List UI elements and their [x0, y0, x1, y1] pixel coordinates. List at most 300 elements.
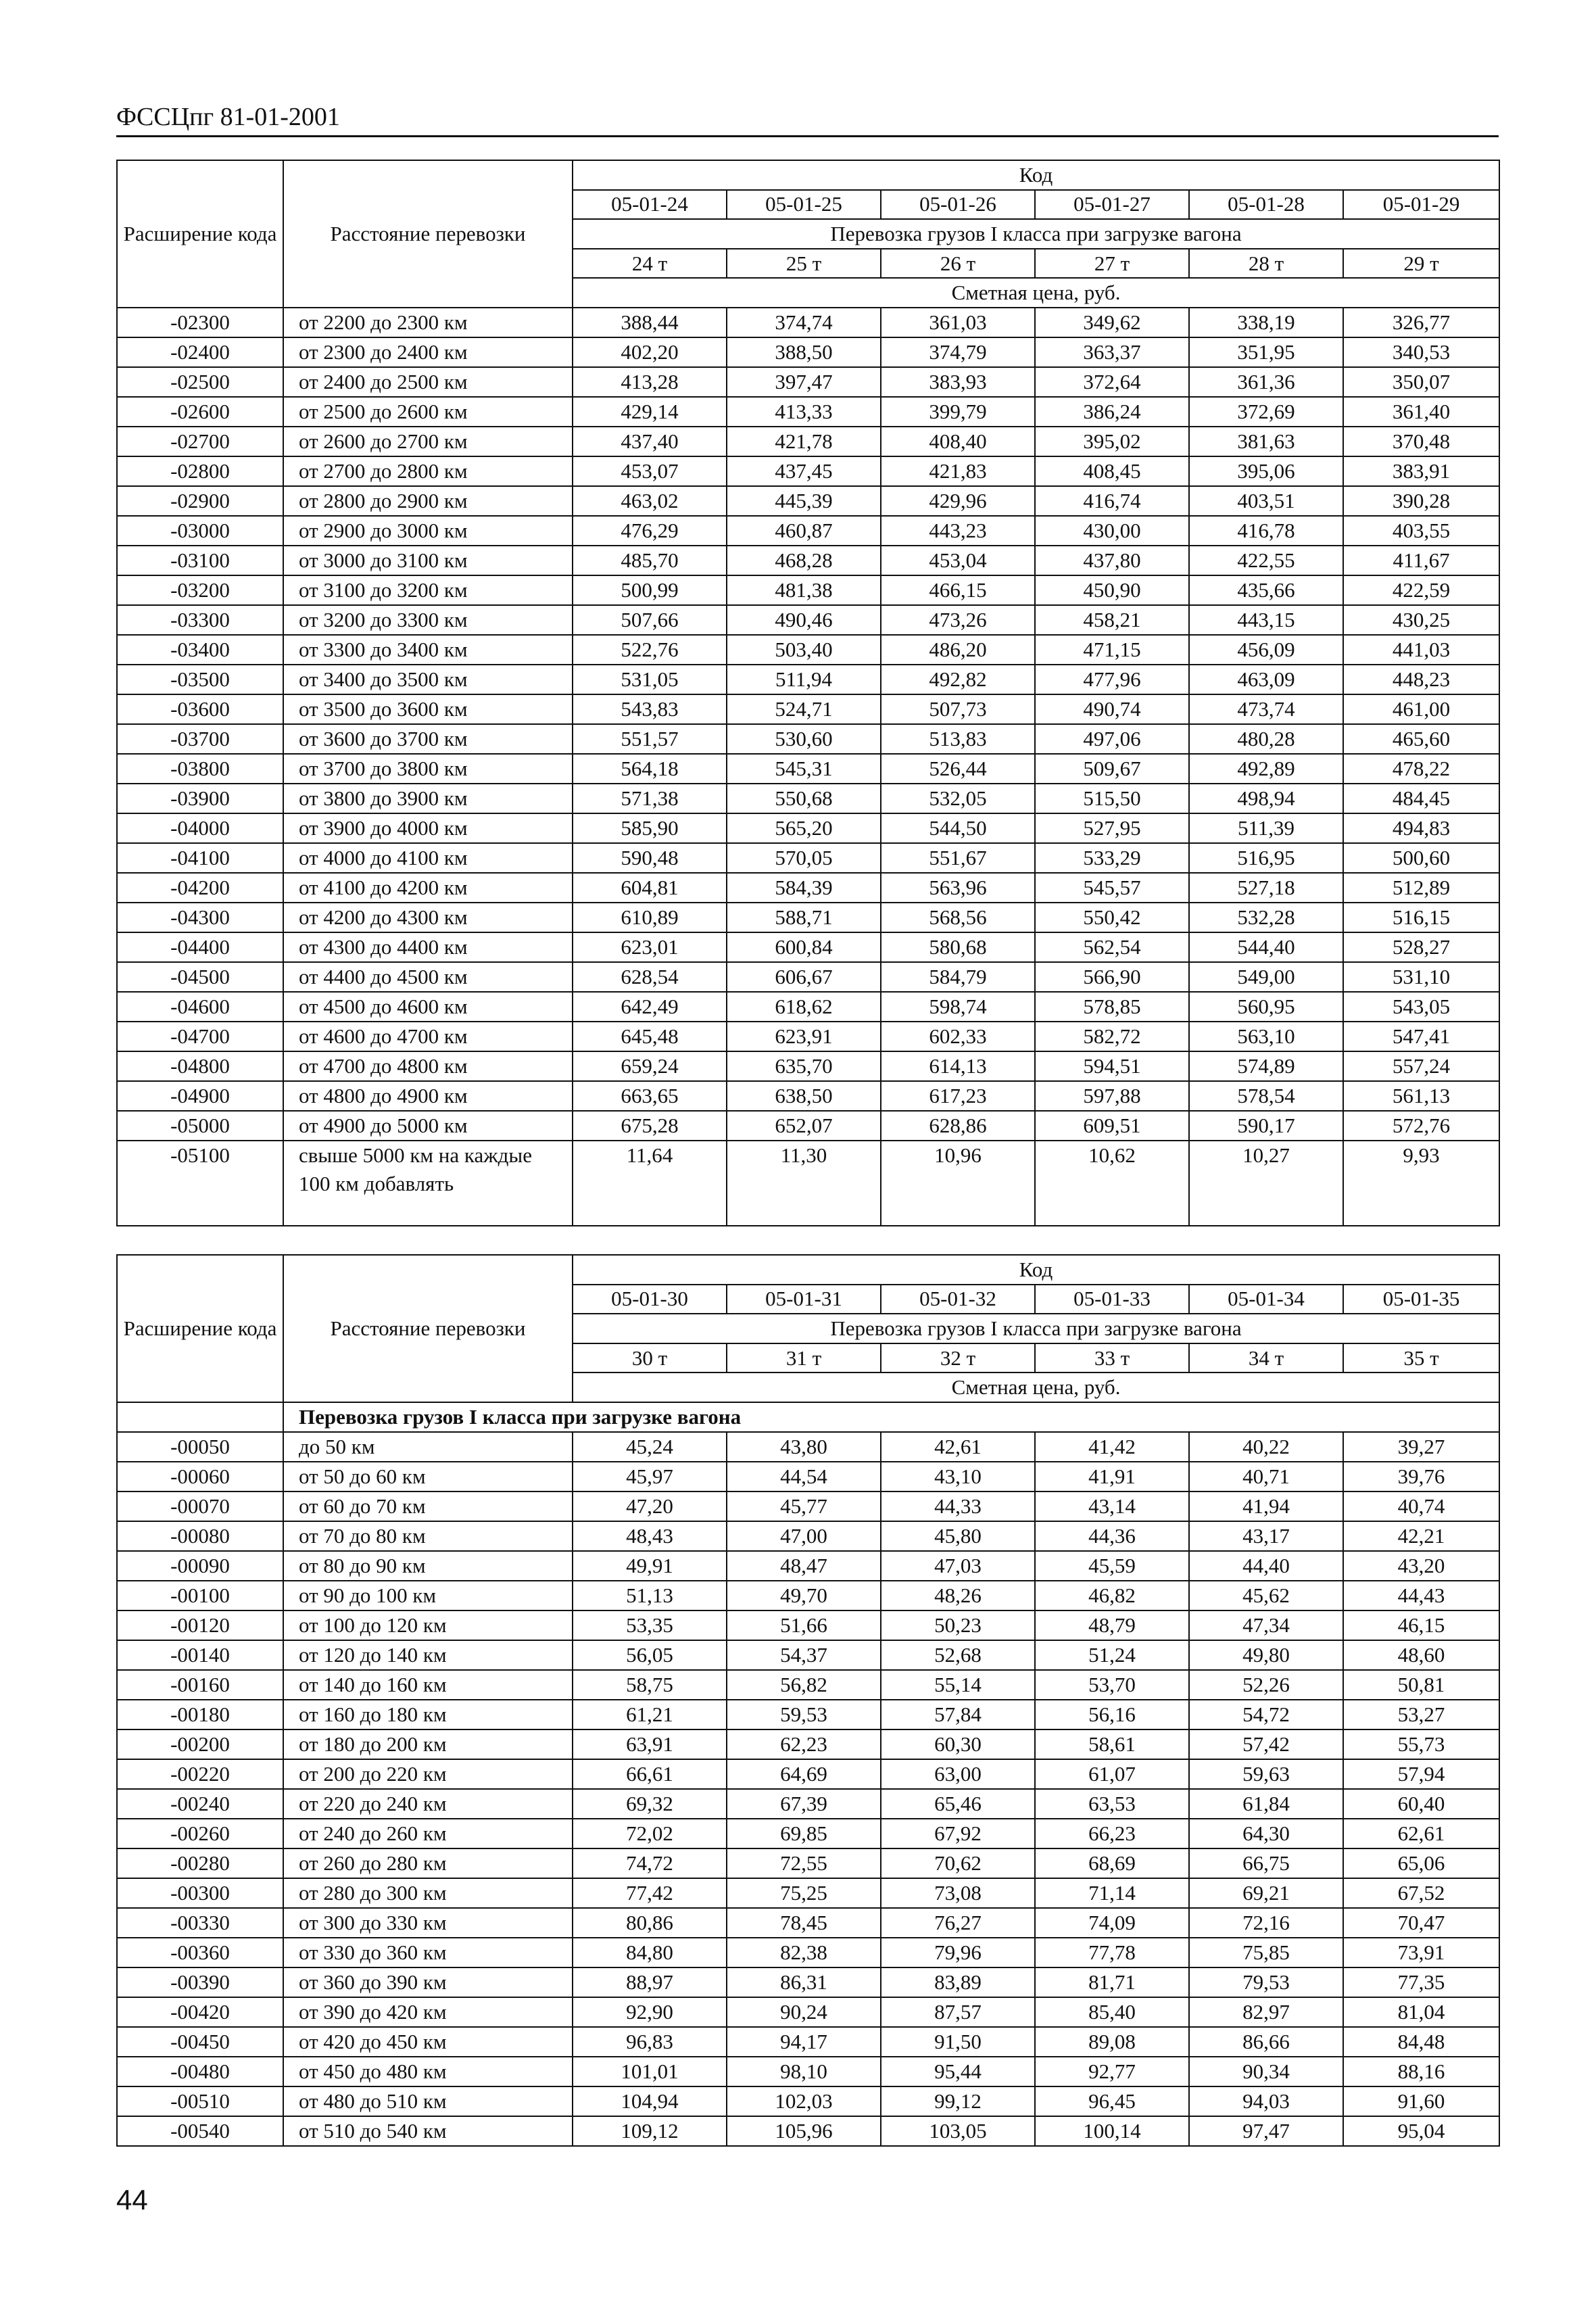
price-cell: 477,96: [1035, 665, 1189, 694]
price-cell: 49,70: [727, 1581, 881, 1610]
price-cell: 57,94: [1343, 1759, 1499, 1789]
price-cell: 47,00: [727, 1521, 881, 1551]
price-cell: 638,50: [727, 1081, 881, 1111]
price-cell: 574,89: [1189, 1051, 1343, 1081]
group-header-transport: Перевозка грузов I класса при загрузке вагона: [573, 219, 1499, 249]
price-cell: 476,29: [573, 516, 727, 546]
distance-cell: от 2200 до 2300 км: [283, 308, 573, 337]
price-cell: 51,24: [1035, 1640, 1189, 1670]
price-cell: 95,04: [1343, 2116, 1499, 2146]
load-header: 35 т: [1343, 1343, 1499, 1373]
price-cell: 395,02: [1035, 427, 1189, 456]
price-cell: 524,71: [727, 694, 881, 724]
distance-cell: от 4800 до 4900 км: [283, 1081, 573, 1111]
price-cell: 78,45: [727, 1908, 881, 1938]
price-cell: 460,87: [727, 516, 881, 546]
price-cell: 516,95: [1189, 843, 1343, 873]
table-row: [117, 1819, 1499, 1848]
price-cell: 590,17: [1189, 1111, 1343, 1141]
price-cell: 60,40: [1343, 1789, 1499, 1819]
price-cell: 92,90: [573, 1997, 727, 2027]
price-cell: 578,85: [1035, 992, 1189, 1022]
column-header-code-extension: Расширение кода: [117, 1255, 283, 1402]
price-cell: 568,56: [881, 903, 1035, 932]
table-row: [117, 605, 1499, 635]
price-cell: 473,74: [1189, 694, 1343, 724]
price-cell: 663,65: [573, 1081, 727, 1111]
price-cell: 628,54: [573, 962, 727, 992]
price-cell: 81,04: [1343, 1997, 1499, 2027]
price-cell: 61,07: [1035, 1759, 1189, 1789]
price-cell: 60,30: [881, 1729, 1035, 1759]
load-header: 25 т: [727, 249, 881, 279]
price-cell: 602,33: [881, 1022, 1035, 1051]
price-cell: 96,83: [573, 2027, 727, 2057]
table-row: [117, 1908, 1499, 1938]
price-cell: 104,94: [573, 2086, 727, 2116]
price-cell: 66,75: [1189, 1848, 1343, 1878]
price-cell: 453,07: [573, 456, 727, 486]
page-number: 44: [116, 2184, 148, 2216]
price-cell: 98,10: [727, 2057, 881, 2086]
price-cell: 58,61: [1035, 1729, 1189, 1759]
price-cell: 45,24: [573, 1432, 727, 1462]
price-cell: 73,91: [1343, 1938, 1499, 1967]
price-cell: 44,33: [881, 1491, 1035, 1521]
price-cell: 66,61: [573, 1759, 727, 1789]
price-cell: 458,21: [1035, 605, 1189, 635]
code-header: 05-01-35: [1343, 1285, 1499, 1314]
price-cell: 453,04: [881, 546, 1035, 575]
price-cell: 48,60: [1343, 1640, 1499, 1670]
price-cell: 481,38: [727, 575, 881, 605]
row-code-cell: -03800: [117, 754, 283, 784]
price-cell: 105,96: [727, 2116, 881, 2146]
distance-cell: от 260 до 280 км: [283, 1848, 573, 1878]
table-body: [117, 308, 1499, 1226]
row-code-cell: -02600: [117, 397, 283, 427]
price-cell: 512,89: [1343, 873, 1499, 903]
table-row: [117, 1551, 1499, 1581]
price-cell: 48,47: [727, 1551, 881, 1581]
row-code-cell: -04000: [117, 813, 283, 843]
price-cell: 386,24: [1035, 397, 1189, 427]
price-cell: 71,14: [1035, 1878, 1189, 1908]
distance-cell: от 120 до 140 км: [283, 1640, 573, 1670]
distance-cell: от 300 до 330 км: [283, 1908, 573, 1938]
row-code-cell: -00300: [117, 1878, 283, 1908]
row-code-cell: -00360: [117, 1938, 283, 1967]
distance-cell: от 90 до 100 км: [283, 1581, 573, 1610]
price-cell: 363,37: [1035, 337, 1189, 367]
table-row: [117, 694, 1499, 724]
price-cell: 58,75: [573, 1670, 727, 1700]
distance-cell: от 180 до 200 км: [283, 1729, 573, 1759]
price-cell: 445,39: [727, 486, 881, 516]
price-cell: 41,91: [1035, 1462, 1189, 1491]
price-cell: 388,44: [573, 308, 727, 337]
table-header: [117, 1255, 1499, 1402]
price-cell: 547,41: [1343, 1022, 1499, 1051]
price-cell: 79,96: [881, 1938, 1035, 1967]
price-cell: 42,61: [881, 1432, 1035, 1462]
row-code-cell: -00100: [117, 1581, 283, 1610]
row-code-cell: -04900: [117, 1081, 283, 1111]
price-cell: 590,48: [573, 843, 727, 873]
load-header: 29 т: [1343, 249, 1499, 279]
price-cell: 361,36: [1189, 367, 1343, 397]
price-cell: 528,27: [1343, 932, 1499, 962]
price-cell: 531,05: [573, 665, 727, 694]
distance-cell: от 240 до 260 км: [283, 1819, 573, 1848]
price-cell: 600,84: [727, 932, 881, 962]
table-row: [117, 1670, 1499, 1700]
price-cell: 429,14: [573, 397, 727, 427]
table-row: [117, 962, 1499, 992]
price-cell: 594,51: [1035, 1051, 1189, 1081]
price-cell: 361,03: [881, 308, 1035, 337]
price-cell: 507,66: [573, 605, 727, 635]
table-row: [117, 784, 1499, 813]
price-cell: 84,48: [1343, 2027, 1499, 2057]
price-cell: 46,82: [1035, 1581, 1189, 1610]
group-header-transport: Перевозка грузов I класса при загрузке вагона: [573, 1314, 1499, 1343]
load-header: 31 т: [727, 1343, 881, 1373]
price-cell: 54,37: [727, 1640, 881, 1670]
price-cell: 397,47: [727, 367, 881, 397]
price-cell: 422,55: [1189, 546, 1343, 575]
distance-cell: от 140 до 160 км: [283, 1670, 573, 1700]
price-cell: 513,83: [881, 724, 1035, 754]
price-cell: 90,24: [727, 1997, 881, 2027]
price-cell: 40,22: [1189, 1432, 1343, 1462]
price-cell: 372,64: [1035, 367, 1189, 397]
price-cell: 515,50: [1035, 784, 1189, 813]
price-cell: 52,68: [881, 1640, 1035, 1670]
load-header: 27 т: [1035, 249, 1189, 279]
table-row: [117, 1111, 1499, 1141]
section-cell-empty: [117, 1402, 283, 1432]
distance-cell: от 100 до 120 км: [283, 1610, 573, 1640]
price-cell: 609,51: [1035, 1111, 1189, 1141]
distance-cell: от 220 до 240 км: [283, 1789, 573, 1819]
table-row: [117, 1581, 1499, 1610]
load-header: 33 т: [1035, 1343, 1189, 1373]
distance-cell: до 50 км: [283, 1432, 573, 1462]
row-code-cell: -04800: [117, 1051, 283, 1081]
row-code-cell: -02500: [117, 367, 283, 397]
row-code-cell: -04100: [117, 843, 283, 873]
price-cell: 85,40: [1035, 1997, 1189, 2027]
price-cell: 623,01: [573, 932, 727, 962]
price-cell: 597,88: [1035, 1081, 1189, 1111]
row-code-cell: -00070: [117, 1491, 283, 1521]
table-row: [117, 635, 1499, 665]
distance-cell: от 160 до 180 км: [283, 1700, 573, 1729]
row-code-cell: -03600: [117, 694, 283, 724]
row-code-cell: -00180: [117, 1700, 283, 1729]
price-cell: 484,45: [1343, 784, 1499, 813]
table-row: [117, 1141, 1499, 1226]
row-code-cell: -03300: [117, 605, 283, 635]
row-code-cell: -04300: [117, 903, 283, 932]
price-cell: 53,27: [1343, 1700, 1499, 1729]
price-cell: 598,74: [881, 992, 1035, 1022]
price-cell: 80,86: [573, 1908, 727, 1938]
price-cell: 490,46: [727, 605, 881, 635]
table-row: [117, 813, 1499, 843]
price-cell: 45,80: [881, 1521, 1035, 1551]
row-code-cell: -03500: [117, 665, 283, 694]
price-cell: 361,40: [1343, 397, 1499, 427]
price-cell: 77,35: [1343, 1967, 1499, 1997]
price-cell: 486,20: [881, 635, 1035, 665]
price-cell: 543,83: [573, 694, 727, 724]
row-code-cell: -00510: [117, 2086, 283, 2116]
price-cell: 623,91: [727, 1022, 881, 1051]
table-row: [117, 1729, 1499, 1759]
row-code-cell: -00540: [117, 2116, 283, 2146]
row-code-cell: -00280: [117, 1848, 283, 1878]
code-header: 05-01-27: [1035, 190, 1189, 220]
price-cell: 9,93: [1343, 1141, 1499, 1226]
price-cell: 102,03: [727, 2086, 881, 2116]
price-cell: 544,40: [1189, 932, 1343, 962]
price-cell: 62,23: [727, 1729, 881, 1759]
row-code-cell: -03100: [117, 546, 283, 575]
price-cell: 45,62: [1189, 1581, 1343, 1610]
price-cell: 47,03: [881, 1551, 1035, 1581]
table-header: [117, 160, 1499, 308]
price-cell: 11,30: [727, 1141, 881, 1226]
price-cell: 82,97: [1189, 1997, 1343, 2027]
price-cell: 63,91: [573, 1729, 727, 1759]
price-cell: 96,45: [1035, 2086, 1189, 2116]
price-cell: 43,80: [727, 1432, 881, 1462]
price-cell: 351,95: [1189, 337, 1343, 367]
price-cell: 437,40: [573, 427, 727, 456]
distance-cell: от 3600 до 3700 км: [283, 724, 573, 754]
price-cell: 516,15: [1343, 903, 1499, 932]
group-header-code: Код: [573, 160, 1499, 190]
price-cell: 544,50: [881, 813, 1035, 843]
price-cell: 49,80: [1189, 1640, 1343, 1670]
price-cell: 99,12: [881, 2086, 1035, 2116]
price-cell: 42,21: [1343, 1521, 1499, 1551]
table-row: [117, 1700, 1499, 1729]
table-row: [117, 427, 1499, 456]
price-cell: 340,53: [1343, 337, 1499, 367]
group-header-code: Код: [573, 1255, 1499, 1285]
price-cell: 46,15: [1343, 1610, 1499, 1640]
price-cell: 82,38: [727, 1938, 881, 1967]
price-cell: 349,62: [1035, 308, 1189, 337]
price-cell: 465,60: [1343, 724, 1499, 754]
distance-cell: от 3100 до 3200 км: [283, 575, 573, 605]
header-row: [117, 160, 1499, 190]
price-cell: 511,94: [727, 665, 881, 694]
price-cell: 443,23: [881, 516, 1035, 546]
price-cell: 70,62: [881, 1848, 1035, 1878]
document-code: ФССЦпг 81-01-2001: [116, 103, 340, 131]
price-table-2: [116, 1254, 1500, 2147]
price-cell: 413,28: [573, 367, 727, 397]
table-row: [117, 456, 1499, 486]
table-row: [117, 2086, 1499, 2116]
price-cell: 10,62: [1035, 1141, 1189, 1226]
price-cell: 61,84: [1189, 1789, 1343, 1819]
price-cell: 430,25: [1343, 605, 1499, 635]
price-cell: 511,39: [1189, 813, 1343, 843]
price-cell: 77,42: [573, 1878, 727, 1908]
table-row: [117, 2057, 1499, 2086]
table-row: [117, 843, 1499, 873]
price-cell: 83,89: [881, 1967, 1035, 1997]
price-cell: 54,72: [1189, 1700, 1343, 1729]
price-cell: 578,54: [1189, 1081, 1343, 1111]
price-cell: 497,06: [1035, 724, 1189, 754]
table-row: [117, 1051, 1499, 1081]
load-header: 24 т: [573, 249, 727, 279]
price-cell: 86,66: [1189, 2027, 1343, 2057]
row-code-cell: -00330: [117, 1908, 283, 1938]
row-code-cell: -04700: [117, 1022, 283, 1051]
code-header: 05-01-25: [727, 190, 881, 220]
distance-cell: свыше 5000 км на каждые 100 км добавлять: [283, 1141, 573, 1226]
price-cell: 485,70: [573, 546, 727, 575]
price-cell: 94,17: [727, 2027, 881, 2057]
header-row: [117, 1255, 1499, 1285]
price-cell: 492,89: [1189, 754, 1343, 784]
price-cell: 39,76: [1343, 1462, 1499, 1491]
price-cell: 545,31: [727, 754, 881, 784]
price-cell: 584,39: [727, 873, 881, 903]
row-code-cell: -03400: [117, 635, 283, 665]
table-row: [117, 1521, 1499, 1551]
price-cell: 101,01: [573, 2057, 727, 2086]
price-cell: 561,13: [1343, 1081, 1499, 1111]
price-cell: 642,49: [573, 992, 727, 1022]
table-row: [117, 1878, 1499, 1908]
price-cell: 395,06: [1189, 456, 1343, 486]
price-cell: 383,93: [881, 367, 1035, 397]
price-cell: 584,79: [881, 962, 1035, 992]
price-cell: 530,60: [727, 724, 881, 754]
price-cell: 532,05: [881, 784, 1035, 813]
distance-cell: от 480 до 510 км: [283, 2086, 573, 2116]
distance-cell: от 3700 до 3800 км: [283, 754, 573, 784]
price-cell: 10,96: [881, 1141, 1035, 1226]
row-code-cell: -02800: [117, 456, 283, 486]
distance-cell: от 4400 до 4500 км: [283, 962, 573, 992]
price-cell: 43,17: [1189, 1521, 1343, 1551]
price-cell: 388,50: [727, 337, 881, 367]
price-cell: 606,67: [727, 962, 881, 992]
price-cell: 47,20: [573, 1491, 727, 1521]
code-header: 05-01-26: [881, 190, 1035, 220]
price-cell: 408,40: [881, 427, 1035, 456]
price-cell: 53,70: [1035, 1670, 1189, 1700]
price-cell: 64,30: [1189, 1819, 1343, 1848]
table-row: [117, 1491, 1499, 1521]
price-cell: 557,24: [1343, 1051, 1499, 1081]
price-cell: 468,28: [727, 546, 881, 575]
load-header: 30 т: [573, 1343, 727, 1373]
price-cell: 95,44: [881, 2057, 1035, 2086]
price-cell: 51,13: [573, 1581, 727, 1610]
price-cell: 408,45: [1035, 456, 1189, 486]
table-row: [117, 754, 1499, 784]
row-code-cell: -00260: [117, 1819, 283, 1848]
distance-cell: от 3200 до 3300 км: [283, 605, 573, 635]
distance-cell: от 50 до 60 км: [283, 1462, 573, 1491]
distance-cell: от 2500 до 2600 км: [283, 397, 573, 427]
price-cell: 44,54: [727, 1462, 881, 1491]
price-cell: 56,82: [727, 1670, 881, 1700]
table-row: [117, 2116, 1499, 2146]
price-cell: 74,72: [573, 1848, 727, 1878]
price-cell: 443,15: [1189, 605, 1343, 635]
distance-cell: от 2900 до 3000 км: [283, 516, 573, 546]
code-header: 05-01-31: [727, 1285, 881, 1314]
table-row: [117, 724, 1499, 754]
table-row: [117, 337, 1499, 367]
price-cell: 45,59: [1035, 1551, 1189, 1581]
table-row: [117, 1938, 1499, 1967]
price-cell: 55,73: [1343, 1729, 1499, 1759]
price-cell: 92,77: [1035, 2057, 1189, 2086]
price-table-1: [116, 160, 1500, 1226]
price-cell: 81,71: [1035, 1967, 1189, 1997]
table-row: [117, 575, 1499, 605]
price-cell: 91,60: [1343, 2086, 1499, 2116]
code-header: 05-01-28: [1189, 190, 1343, 220]
price-cell: 550,42: [1035, 903, 1189, 932]
row-code-cell: -02900: [117, 486, 283, 516]
table-row: [117, 903, 1499, 932]
price-cell: 350,07: [1343, 367, 1499, 397]
price-cell: 40,74: [1343, 1491, 1499, 1521]
price-cell: 659,24: [573, 1051, 727, 1081]
price-cell: 48,43: [573, 1521, 727, 1551]
price-cell: 563,10: [1189, 1022, 1343, 1051]
price-cell: 372,69: [1189, 397, 1343, 427]
price-cell: 65,46: [881, 1789, 1035, 1819]
price-cell: 463,02: [573, 486, 727, 516]
price-cell: 527,95: [1035, 813, 1189, 843]
price-cell: 461,00: [1343, 694, 1499, 724]
price-cell: 47,34: [1189, 1610, 1343, 1640]
table-row: [117, 1022, 1499, 1051]
table-row: [117, 1789, 1499, 1819]
row-code-cell: -03700: [117, 724, 283, 754]
price-cell: 526,44: [881, 754, 1035, 784]
price-cell: 43,10: [881, 1462, 1035, 1491]
price-cell: 572,76: [1343, 1111, 1499, 1141]
table-row: [117, 367, 1499, 397]
price-cell: 403,55: [1343, 516, 1499, 546]
price-cell: 53,35: [573, 1610, 727, 1640]
distance-cell: от 60 до 70 км: [283, 1491, 573, 1521]
row-code-cell: -00080: [117, 1521, 283, 1551]
price-cell: 604,81: [573, 873, 727, 903]
price-cell: 585,90: [573, 813, 727, 843]
price-cell: 44,43: [1343, 1581, 1499, 1610]
table-row: [117, 546, 1499, 575]
table-row: [117, 1081, 1499, 1111]
price-cell: 52,26: [1189, 1670, 1343, 1700]
row-code-cell: -04500: [117, 962, 283, 992]
